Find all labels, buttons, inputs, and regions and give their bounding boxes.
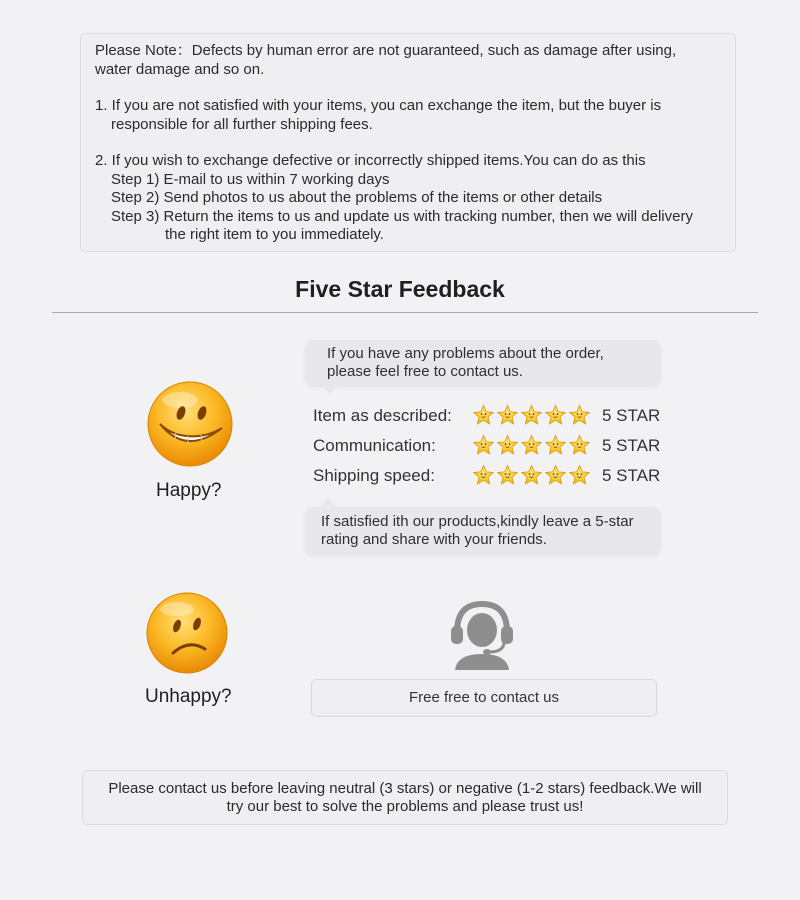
contact-us-button[interactable]: Free free to contact us: [311, 679, 657, 717]
note-item-2: 2. If you wish to exchange defective or incorrectly shipped items.You can do as this: [95, 152, 646, 169]
note-item-1-continued: responsible for all further shipping fees.: [111, 115, 373, 133]
happy-label: Happy?: [156, 480, 222, 501]
note-intro: Please Note：Defects by human error are not guaranteed, such as damage after using,: [95, 42, 677, 59]
star-icon: [472, 434, 495, 457]
rating-row-shipping-speed: [313, 464, 673, 488]
star-rating: [472, 464, 591, 487]
note-step-2: Step 2) Send photos to us about the problems of the items or other details: [111, 189, 603, 206]
star-icon: [472, 404, 495, 427]
rating-request-bubble: [305, 507, 661, 554]
happy-smiley-icon: [146, 380, 234, 468]
feedback-notice-box: [82, 770, 728, 825]
bubble-top-line-2: please feel free to contact us.: [327, 363, 523, 380]
star-icon: [520, 404, 543, 427]
star-icon: [568, 464, 591, 487]
customer-service-headset-icon: [449, 598, 515, 670]
section-title: Five Star Feedback: [295, 276, 505, 302]
policy-note-box: [80, 33, 736, 252]
bubble-top-line-1: If you have any problems about the order,: [327, 345, 604, 362]
bubble-bottom-line-2: rating and share with your friends.: [321, 531, 547, 548]
note-step-3: Step 3) Return the items to us and update us with tracking number, then we will delivery: [111, 207, 693, 225]
unhappy-label: Unhappy?: [145, 686, 232, 707]
star-icon: [568, 404, 591, 427]
star-icon: [544, 434, 567, 457]
bubble-tail: [319, 498, 337, 508]
star-icon: [472, 464, 495, 487]
rating-label: Shipping speed:: [313, 466, 435, 485]
footer-line-2: try our best to solve the problems and please trust us!: [226, 798, 584, 815]
star-icon: [520, 464, 543, 487]
star-icon: [496, 404, 519, 427]
note-step-1: Step 1) E-mail to us within 7 working days: [111, 170, 390, 188]
star-icon: [520, 434, 543, 457]
rating-value: 5 STAR: [602, 466, 661, 485]
bubble-tail: [321, 384, 339, 394]
star-icon: [496, 434, 519, 457]
title-divider: [52, 312, 758, 313]
star-icon: [544, 464, 567, 487]
note-step-3-continued: the right item to you immediately.: [165, 226, 384, 243]
rating-row-communication: [313, 434, 673, 458]
sad-smiley-icon: [145, 591, 229, 675]
bubble-bottom-line-1: If satisfied ith our products,kindly leave a 5-star: [321, 513, 634, 530]
contact-hint-bubble: [305, 340, 661, 385]
note-intro-continued: water damage and so on.: [95, 60, 265, 78]
rating-label: Communication:: [313, 436, 436, 455]
rating-value: 5 STAR: [602, 436, 661, 455]
rating-label: Item as described:: [313, 406, 452, 425]
star-icon: [544, 404, 567, 427]
footer-line-1: Please contact us before leaving neutral (3 stars) or negative (1-2 stars) feedback.We will: [108, 780, 702, 797]
rating-value: 5 STAR: [602, 406, 661, 425]
star-icon: [568, 434, 591, 457]
star-icon: [496, 464, 519, 487]
rating-row-item-described: [313, 404, 673, 428]
note-item-1: 1. If you are not satisfied with your items, you can exchange the item, but the buyer is: [95, 97, 662, 114]
star-rating: [472, 434, 591, 457]
star-rating: [472, 404, 591, 427]
